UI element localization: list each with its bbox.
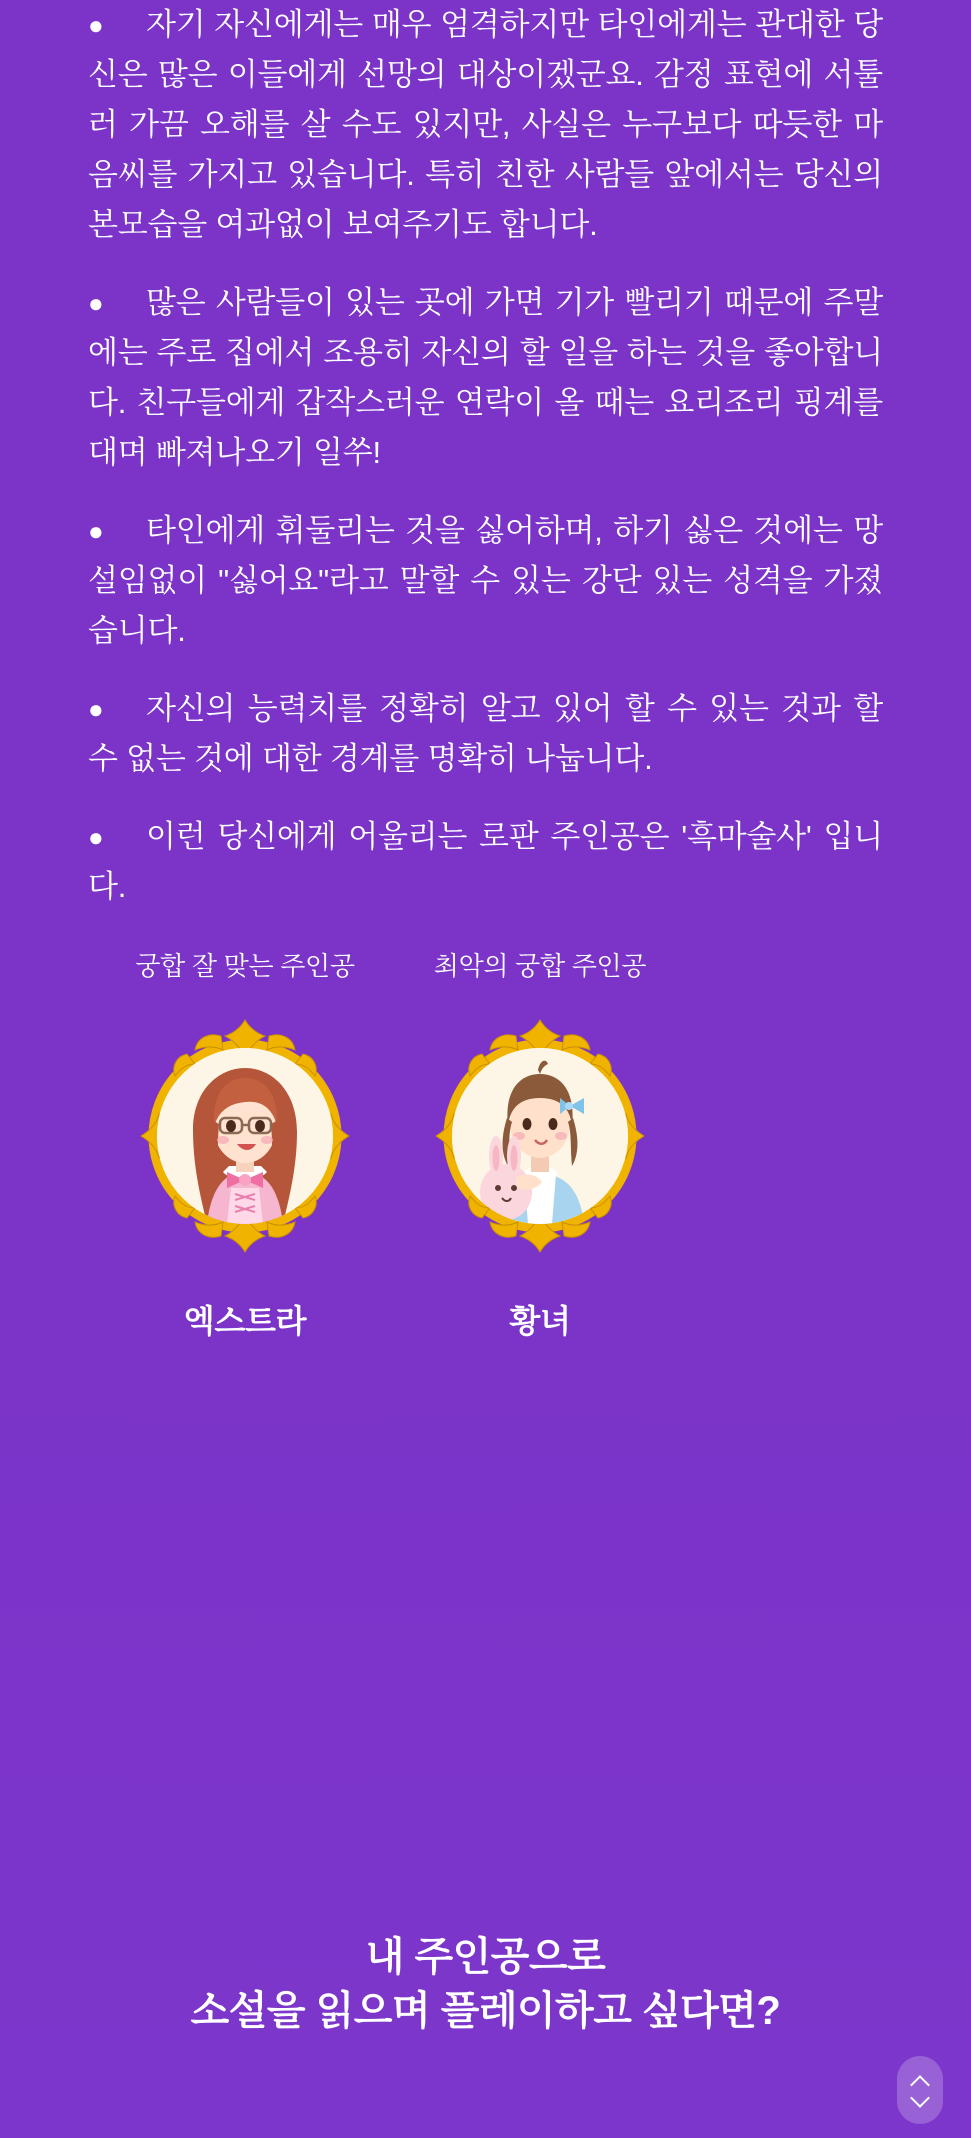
chevron-down-icon[interactable] [911, 2093, 929, 2103]
chevron-up-icon[interactable] [911, 2077, 929, 2087]
worst-match-name: 황녀 [509, 1303, 571, 1339]
list-item-text: 이런 당신에게 어울리는 로판 주인공은 '흑마술사' 입니다. [88, 819, 883, 904]
worst-match-portrait-frame [420, 1016, 660, 1256]
list-item [88, 278, 883, 478]
bullet-icon: ● [88, 694, 104, 724]
bullet-icon: ● [88, 822, 104, 852]
list-item-text: 자기 자신에게는 매우 엄격하지만 타인에게는 관대한 당신은 많은 이들에게 선망의 대상이겠군요. 감정 표현에 서툴러 가끔 오해를 살 수도 있지만, 사실은 누구보다 따듯한 마음씨를 가지고 있습니다. 특히 친한 사람들 앞에서는 당신의 본모습을 여과없이 보여주기도 합니다. [88, 7, 883, 242]
scroll-to-control[interactable] [897, 2056, 943, 2124]
girl-pink-dress-portrait-icon [157, 1048, 333, 1224]
bullet-icon: ● [88, 10, 104, 40]
cta-heading [0, 1930, 971, 2038]
description-list [88, 0, 883, 940]
list-item [88, 506, 883, 656]
list-item-text: 자신의 능력치를 정확히 알고 있어 할 수 있는 것과 할 수 없는 것에 대한 경계를 명확히 나눕니다. [88, 691, 883, 776]
compatibility-section [0, 946, 971, 1366]
bullet-icon: ● [88, 288, 104, 318]
list-item [88, 0, 883, 250]
best-match-portrait [157, 1048, 333, 1224]
cta-line-2: 소설을 읽으며 플레이하고 싶다면? [190, 1989, 781, 2033]
list-item-text: 타인에게 휘둘리는 것을 싫어하며, 하기 싫은 것에는 망설임없이 "싫어요"라고 말할 수 있는 강단 있는 성격을 가졌습니다. [88, 513, 883, 648]
girl-bunny-doll-portrait-icon [452, 1048, 628, 1224]
worst-match-title: 최악의 궁합 주인공 [433, 951, 647, 981]
list-item [88, 684, 883, 784]
bullet-icon: ● [88, 516, 104, 546]
best-match-title: 궁합 잘 맞는 주인공 [135, 951, 355, 981]
worst-match-card [350, 946, 730, 1342]
list-item [88, 812, 883, 912]
worst-match-portrait [452, 1048, 628, 1224]
list-item-text: 많은 사람들이 있는 곳에 가면 기가 빨리기 때문에 주말에는 주로 집에서 조용히 자신의 할 일을 하는 것을 좋아합니다. 친구들에게 갑작스러운 연락이 올 때는 요리조리 핑계를 대며 빠져나오기 일쑤! [88, 285, 883, 470]
best-match-name: 엑스트라 [183, 1303, 307, 1339]
best-match-portrait-frame [125, 1016, 365, 1256]
cta-line-1: 내 주인공으로 [365, 1935, 606, 1979]
